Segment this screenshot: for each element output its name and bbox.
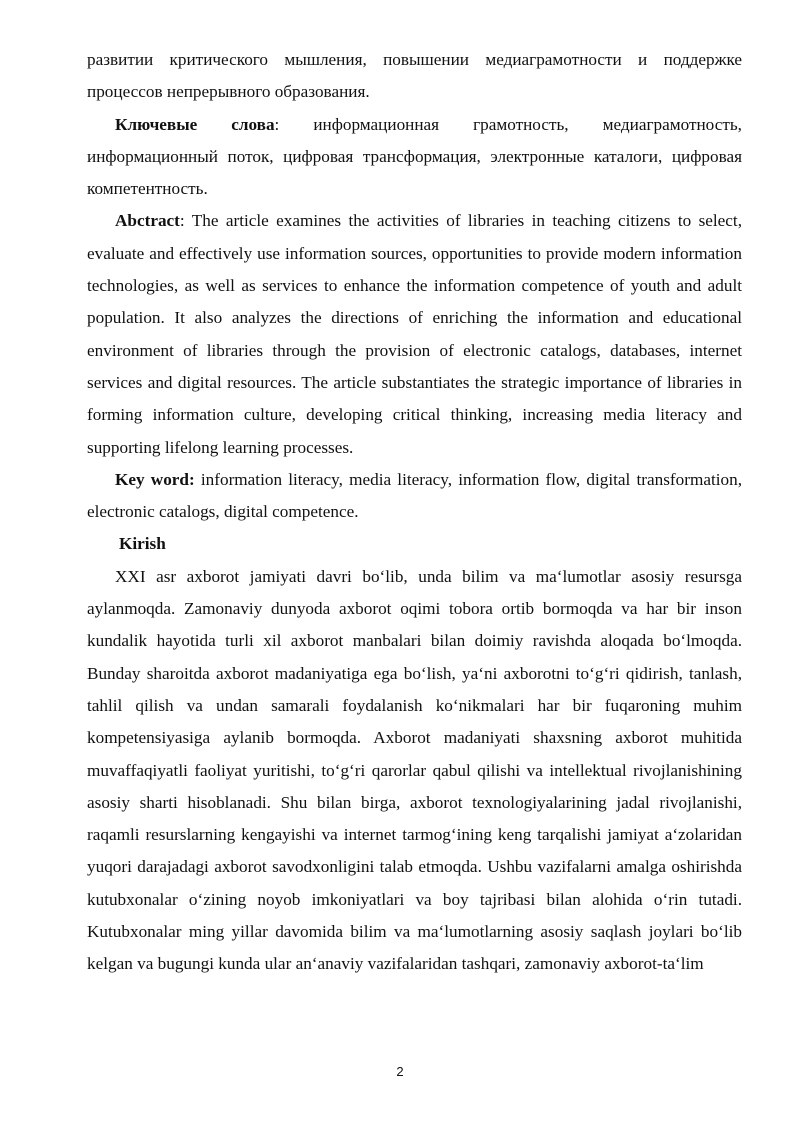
abstract-paragraph bbox=[87, 205, 742, 463]
page-number: 2 bbox=[396, 1064, 404, 1079]
intro-continuation-paragraph: развитии критического мышления, повышении медиаграмотности и поддержке процессов непрерывного образования. bbox=[87, 50, 742, 102]
russian-keywords-text: информационная грамотность, медиаграмотность, информационный поток, цифровая трансформация, электронные каталоги, цифровая компетентность. bbox=[87, 114, 742, 199]
english-keywords-text: information literacy, media literacy, information flow, digital transformation, electronic catalogs, digital competence. bbox=[87, 469, 742, 522]
english-keywords-paragraph bbox=[87, 464, 742, 529]
russian-keywords-paragraph bbox=[87, 109, 742, 206]
english-keywords-label: Key word: bbox=[115, 469, 195, 489]
document-page bbox=[87, 44, 742, 981]
russian-keywords-separator: : bbox=[274, 114, 280, 134]
abstract-label: Abctract bbox=[115, 211, 180, 231]
section-heading: Kirish bbox=[119, 534, 166, 554]
russian-keywords-label: Ключевые слова bbox=[115, 114, 275, 134]
body-paragraph: XXI asr axborot jamiyati davri bo‘lib, unda bilim va ma‘lumotlar asosiy resursga aylanmoqda. Zamonaviy dunyoda axborot oqimi tobora ortib bormoqda va har bir inson kundalik hayotida turli xil axborot manbalari bilan doimiy ravishda aloqada bo‘lmoqda. Bunday sharoitda axborot madaniyatiga ega bo‘lish, ya‘ni axborotni to‘g‘ri qidirish, tanlash, tahlil qilish va undan samarali foydalanish ko‘nikmalari har bir fuqaroning muhim kompetensiyasiga aylanib bormoqda. Axborot madaniyati shaxsning axborot muhitida muvaffaqiyatli faoliyat yuritishi, to‘g‘ri qarorlar qabul qilishi va intellektual rivojlanishining asosiy sharti hisoblanadi. Shu bilan birga, axborot texnologiyalarining jadal rivojlanishi, raqamli resurslarning kengayishi va internet tarmog‘ining keng tarqalishi jamiyat a‘zolaridan yuqori darajadagi axborot savodxonligini talab etmoqda. Ushbu vazifalarni amalga oshirishda kutubxonalar o‘zining noyob imkoniyatlari va boy tajribasi bilan alohida o‘rin tutadi. Kutubxonalar ming yillar davomida bilim va ma‘lumotlarning asosiy saqlash joylari bo‘lib kelgan va bugungi kunda ular an‘anaviy vazifalaridan tashqari, zamonaviy axborot-ta‘lim bbox=[87, 566, 742, 974]
abstract-text: : The article examines the activities of libraries in teaching citizens to select, evaluate and effectively use information sources, opportunities to provide modern information technologies, as well as services to enhance the information competence of youth and adult population. It also analyzes the directions of enriching the information and educational environment of libraries through the provision of electronic catalogs, databases, internet services and digital resources. The article substantiates the strategic importance of libraries in forming information culture, developing critical thinking, increasing media literacy and supporting lifelong learning processes. bbox=[87, 211, 742, 457]
